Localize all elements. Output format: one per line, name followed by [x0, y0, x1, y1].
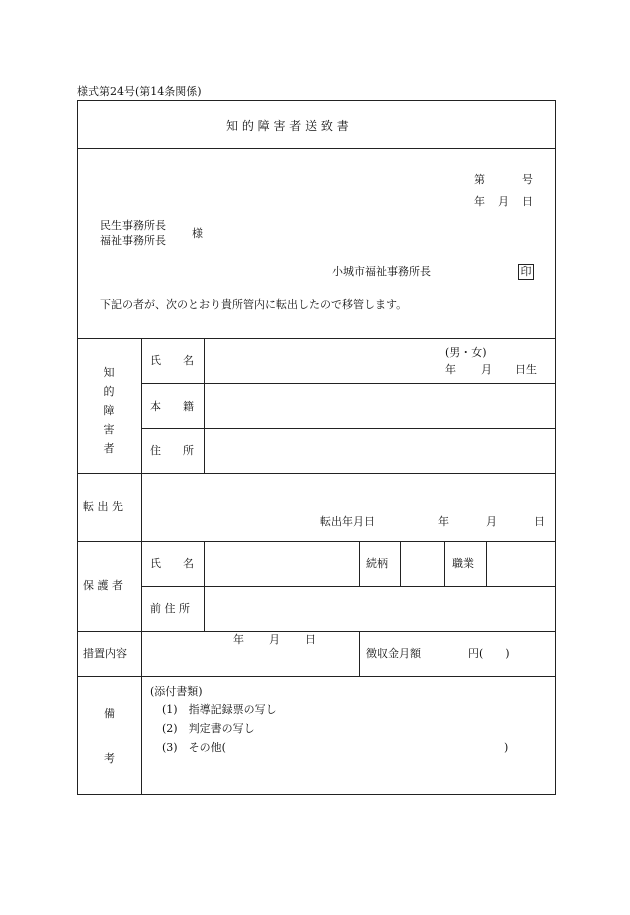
birth-tsuki: 月	[481, 363, 492, 376]
transfer-label: 転 出 先	[83, 500, 123, 513]
person-label-char: 障	[103, 404, 115, 417]
person-label-char: 知	[103, 366, 115, 379]
relation-label: 続柄	[366, 557, 388, 570]
form-number-label: 様式第24号(第14条関係)	[77, 85, 202, 98]
occupation-right-line	[486, 541, 487, 586]
form-title: 知 的 障 害 者 送 致 書	[226, 119, 349, 133]
number-go: 号	[522, 173, 533, 186]
divider-person	[77, 473, 556, 474]
gender-choice: (男・女)	[445, 346, 487, 359]
seal-mark: 印	[518, 264, 534, 280]
guardian-subcolumn-line	[204, 541, 205, 631]
transfer-date-label: 転出年月日	[320, 515, 375, 528]
guardian-name-label: 氏 名	[150, 557, 194, 570]
relation-right-line	[400, 541, 401, 586]
occupation-label: 職業	[452, 557, 474, 570]
date-tsuki: 月	[498, 195, 509, 208]
recipient-line-2: 福祉事務所長	[100, 234, 166, 247]
relation-left-line	[359, 541, 360, 586]
recipient-line-1: 民生事務所長	[100, 219, 166, 232]
divider-header	[77, 338, 556, 339]
measures-tsuki: 月	[269, 633, 280, 646]
measures-label: 措置内容	[83, 647, 127, 660]
fee-label: 徴収金月額	[366, 647, 421, 660]
guardian-label: 保 護 者	[83, 579, 123, 592]
body-text: 下記の者が、次のとおり貴所管内に転出したので移管します。	[100, 298, 408, 311]
honseki-label: 本 籍	[150, 400, 194, 413]
person-label-char: 的	[103, 385, 115, 398]
occupation-left-line	[444, 541, 445, 586]
fee-unit: 円( )	[468, 647, 510, 660]
attachment-close-paren: )	[504, 741, 509, 754]
attachment-item: (2) 判定書の写し	[162, 722, 255, 735]
date-hi: 日	[522, 195, 533, 208]
measures-split-line	[359, 631, 360, 676]
attachment-item: (3) その他(	[162, 741, 226, 754]
transfer-nen: 年	[438, 515, 449, 528]
transfer-hi: 日	[534, 515, 545, 528]
measures-hi: 日	[305, 633, 316, 646]
transfer-tsuki: 月	[486, 515, 497, 528]
person-name-label: 氏 名	[150, 354, 194, 367]
person-label-char: 害	[103, 423, 115, 436]
number-dai: 第	[474, 173, 485, 186]
birth-suffix: 日生	[515, 363, 537, 376]
remarks-label-top: 備	[104, 707, 115, 720]
divider-measures	[77, 676, 556, 677]
address-label: 住 所	[150, 444, 194, 457]
date-nen: 年	[474, 195, 485, 208]
remarks-label-bottom: 考	[104, 752, 115, 765]
birth-nen: 年	[445, 363, 456, 376]
measures-nen: 年	[233, 633, 244, 646]
prev-address-label: 前 住 所	[150, 602, 190, 615]
divider-guardian	[77, 631, 556, 632]
divider-transfer	[77, 541, 556, 542]
attachment-item: (1) 指導記録票の写し	[162, 703, 277, 716]
person-section-label	[102, 367, 116, 462]
label-column-line	[141, 338, 142, 795]
recipient-sama: 様	[192, 227, 203, 240]
divider-title	[77, 148, 556, 149]
attachments-header: (添付書類)	[150, 685, 203, 698]
person-subcolumn-line	[204, 338, 205, 473]
sender-name: 小城市福祉事務所長	[332, 265, 431, 278]
person-label-char: 者	[103, 442, 115, 455]
